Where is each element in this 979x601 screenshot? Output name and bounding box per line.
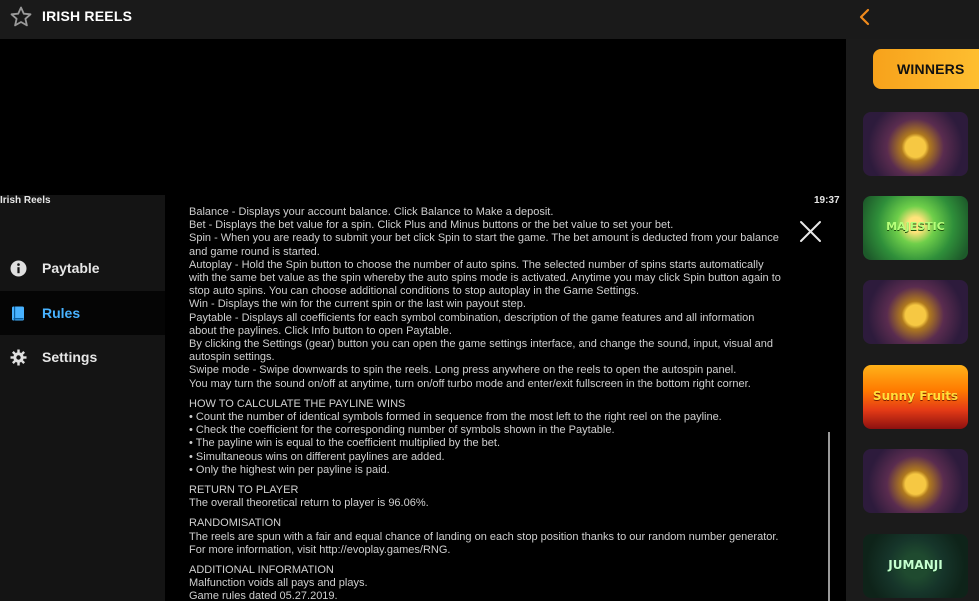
clock: 19:37 — [814, 195, 840, 206]
rules-line: By clicking the Settings (gear) button you can open the game settings interface, and change the sound, input, visual and — [189, 338, 773, 351]
rules-text — [189, 206, 829, 601]
page-title: IRISH REELS — [42, 8, 133, 24]
rules-line: Malfunction voids all pays and plays. — [189, 577, 368, 590]
rules-line: autospin settings. — [189, 351, 275, 364]
winners-rail — [846, 39, 979, 601]
rules-line: Balance - Displays your account balance. Click Balance to Make a deposit. — [189, 206, 554, 218]
rules-line: Autoplay - Hold the Spin button to choose the number of auto spins. The selected number of spins starts automatically — [189, 258, 764, 271]
book-icon — [10, 305, 27, 322]
top-bar — [0, 0, 979, 39]
rules-panel[interactable] — [165, 206, 830, 601]
game-name-label: Irish Reels — [0, 195, 51, 206]
rules-line: RETURN TO PLAYER — [189, 484, 299, 497]
game-thumbnail[interactable] — [863, 449, 968, 513]
rules-line: • Count the number of identical symbols formed in sequence from the most left to the right reel on the payline. — [189, 411, 722, 424]
rules-line: • Check the coefficient for the corresponding number of symbols shown in the Paytable. — [189, 424, 615, 437]
rules-line: For more information, visit http://evoplay.games/RNG. — [189, 543, 451, 556]
game-thumbnail[interactable] — [863, 365, 968, 429]
rules-line: ADDITIONAL INFORMATION — [189, 564, 334, 577]
sidebar-item-label: Paytable — [42, 260, 100, 276]
close-icon[interactable] — [798, 219, 823, 244]
sidebar-item-label: Rules — [42, 305, 81, 321]
rules-line: You may turn the sound on/off at anytime, turn on/off turbo mode and enter/exit fullscreen in the bottom right corner. — [189, 377, 751, 390]
game-thumbnail[interactable] — [863, 534, 968, 598]
game-thumbnail-title: JUMANJI — [888, 558, 943, 573]
rules-line: • Only the highest win per payline is paid. — [189, 463, 390, 476]
game-thumbnail[interactable] — [863, 196, 968, 260]
rules-spacer — [189, 391, 829, 398]
winners-button[interactable]: WINNERS — [873, 49, 979, 89]
sidebar-item-rules[interactable] — [0, 291, 165, 335]
sidebar-item-paytable[interactable] — [0, 246, 165, 290]
rules-line: Spin - When you are ready to submit your bet click Spin to start the game. The bet amount is deducted from your balance — [189, 232, 779, 245]
sidebar-item-label: Settings — [42, 349, 98, 365]
scrollbar[interactable] — [828, 432, 830, 601]
rules-line: The reels are spun with a fair and equal chance of landing on each stop position thanks to our random number generator. — [189, 530, 779, 543]
rules-line: • The payline win is equal to the coefficient multiplied by the bet. — [189, 437, 501, 450]
rules-line: The overall theoretical return to player is 96.06%. — [189, 497, 429, 510]
gear-icon — [10, 349, 27, 366]
rules-line: Game rules dated 05.27.2019. — [189, 590, 338, 601]
rules-line: Bet - Displays the bet value for a spin. Click Plus and Minus buttons or the bet value to set your bet. — [189, 219, 674, 232]
rules-line: Win - Displays the win for the current spin or the last win payout step. — [189, 298, 526, 311]
rules-line: Swipe mode - Swipe downwards to spin the reels. Long press anywhere on the reels to open the autospin panel. — [189, 364, 737, 377]
game-thumbnail[interactable] — [863, 112, 968, 176]
info-icon — [10, 260, 27, 277]
game-thumbnail-title: Sunny Fruits — [872, 389, 959, 404]
chevron-left-icon[interactable] — [856, 6, 874, 28]
favorite-star-icon[interactable] — [9, 5, 33, 29]
rules-line: and game round is started. — [189, 245, 320, 258]
rules-line: Paytable - Displays all coefficients for each symbol combination, description of the game features and all information — [189, 311, 755, 324]
rules-line: • Simultaneous wins on different paylines are added. — [189, 450, 445, 463]
rules-spacer — [189, 510, 829, 517]
game-thumbnail-title: MAJESTIC — [886, 220, 945, 234]
rules-sidebar — [0, 195, 165, 601]
rules-spacer — [189, 477, 829, 484]
rules-line: RANDOMISATION — [189, 517, 282, 530]
sidebar-item-settings[interactable] — [0, 335, 165, 379]
game-thumbnail[interactable] — [863, 280, 968, 344]
rules-spacer — [189, 557, 829, 564]
rules-line: with the same bet value as the spin whereby the auto spins mode is activated. Anytime you may click Spin button again to — [189, 272, 781, 285]
rules-line: HOW TO CALCULATE THE PAYLINE WINS — [189, 397, 406, 410]
rules-line: stop auto spins. You can choose additional conditions to stop autoplay in the Game Settings. — [189, 285, 640, 298]
rules-line: about the paylines. Click Info button to open Paytable. — [189, 324, 452, 337]
